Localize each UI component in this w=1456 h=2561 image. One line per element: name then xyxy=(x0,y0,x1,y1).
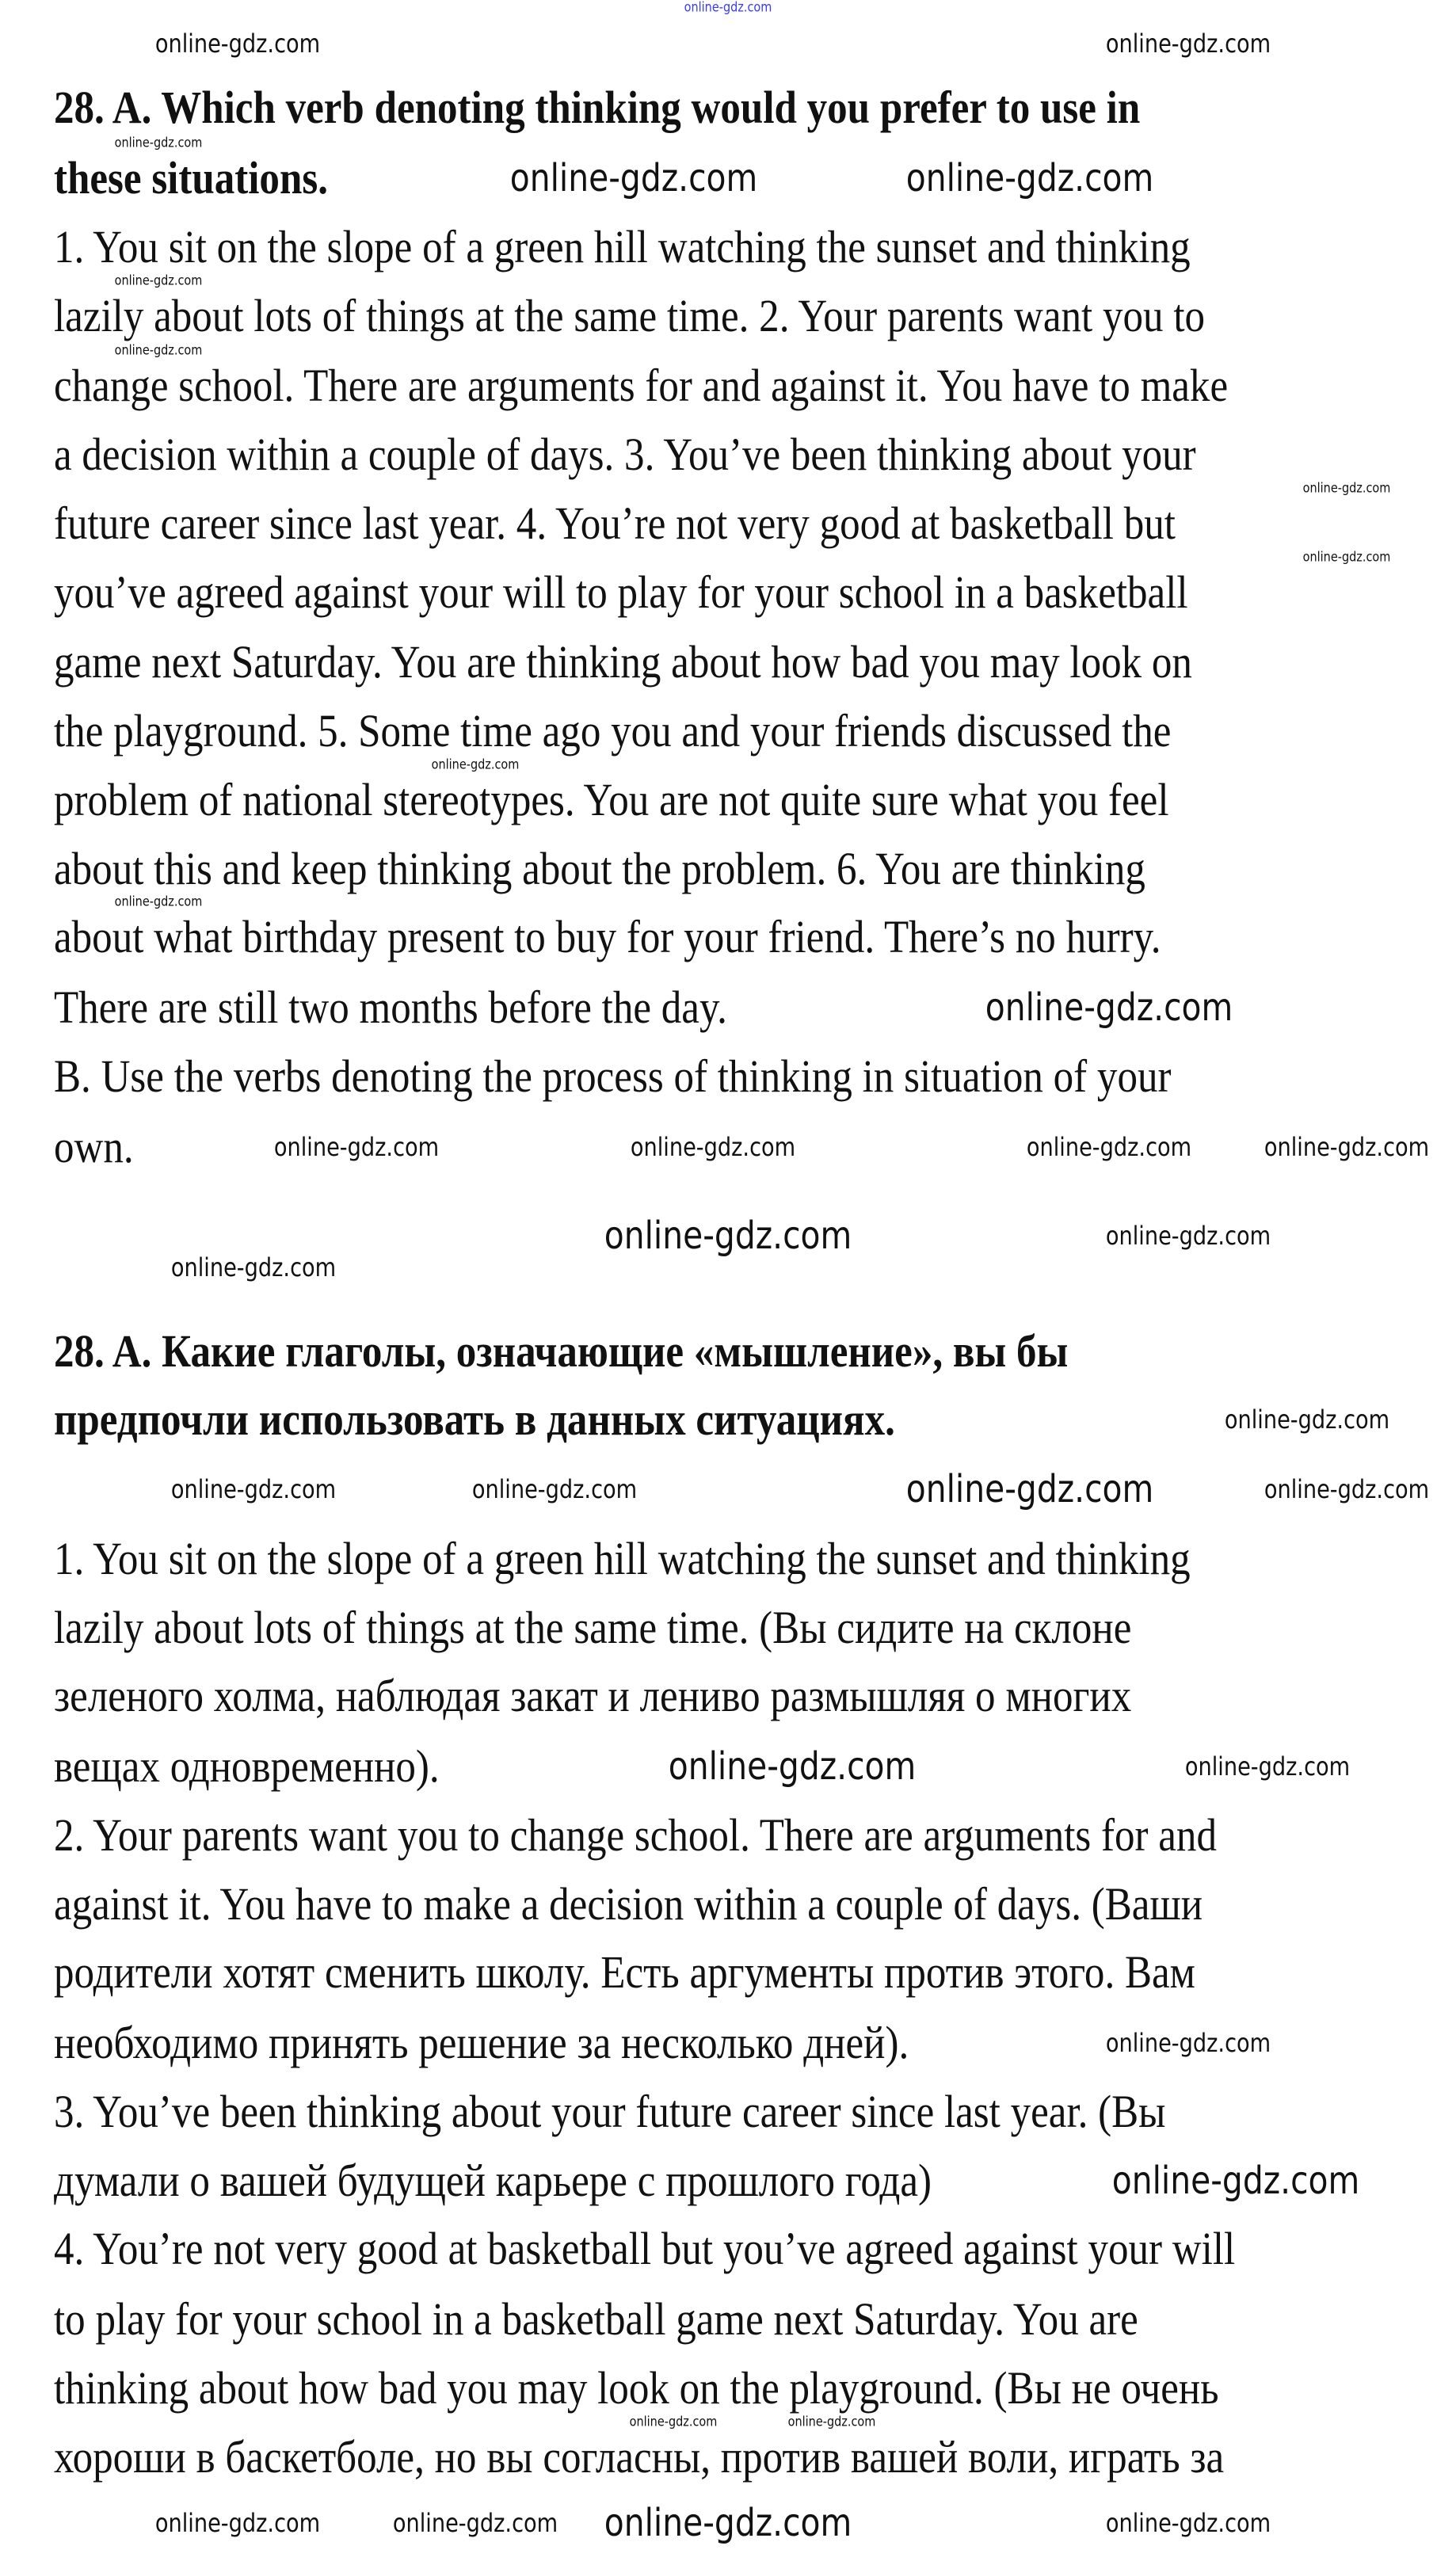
watermark: online-gdz.com xyxy=(392,2508,558,2538)
text-line-en: lazily about lots of things at the same time. 2. Your parents want you to xyxy=(54,290,1206,341)
watermark: online-gdz.com xyxy=(1111,2159,1360,2203)
heading-ru-line: 28. A. Какие глаголы, означающие «мышление», вы бы xyxy=(54,1325,1069,1377)
text-line-ru: thinking about how bad you may look on the playground. (Вы не очень xyxy=(54,2362,1219,2414)
watermark: online-gdz.com xyxy=(630,1132,796,1162)
text-line-ru: against it. You have to make a decision within a couple of days. (Ваши xyxy=(54,1878,1203,1930)
text-line-en: 1. You sit on the slope of a green hill watching the sunset and thinking xyxy=(54,221,1191,272)
text-line-ru: необходимо принять решение за несколько дней). xyxy=(54,2017,909,2068)
watermark: online-gdz.com xyxy=(629,2414,718,2430)
watermark: online-gdz.com xyxy=(170,1252,337,1282)
text-line-en: about this and keep thinking about the problem. 6. You are thinking xyxy=(54,843,1145,894)
text-line-en: about what birthday present to buy for your friend. There’s no hurry. xyxy=(54,911,1161,962)
text-line-ru: 2. Your parents want you to change school. There are arguments for and xyxy=(54,1809,1217,1861)
text-line-ru: 3. You’ve been thinking about your future career since last year. (Вы xyxy=(54,2086,1166,2137)
watermark: online-gdz.com xyxy=(1105,1221,1271,1251)
watermark: online-gdz.com xyxy=(273,1132,440,1162)
watermark: online-gdz.com xyxy=(1026,1132,1192,1162)
watermark: online-gdz.com xyxy=(604,1214,852,1258)
watermark: online-gdz.com xyxy=(1184,1751,1351,1782)
text-line-ru: зеленого холма, наблюдая закат и лениво размышляя о многих xyxy=(54,1670,1132,1721)
heading-en-line: 28. A. Which verb denoting thinking would you prefer to use in xyxy=(54,82,1141,133)
watermark: online-gdz.com xyxy=(668,1744,917,1789)
heading-en-line: these situations. xyxy=(54,152,328,204)
watermark: online-gdz.com xyxy=(170,1474,337,1504)
watermark: online-gdz.com xyxy=(787,2414,876,2430)
text-line-en: B. Use the verbs denoting the process of thinking in situation of your xyxy=(54,1050,1172,1102)
watermark: online-gdz.com xyxy=(1264,1474,1430,1504)
watermark: online-gdz.com xyxy=(1302,549,1391,566)
watermark: online-gdz.com xyxy=(114,135,203,151)
text-line-ru: lazily about lots of things at the same time. (Вы сидите на склоне xyxy=(54,1602,1132,1653)
watermark: online-gdz.com xyxy=(1105,29,1271,59)
watermark: online-gdz.com xyxy=(684,0,772,16)
watermark: online-gdz.com xyxy=(604,2501,852,2545)
watermark: online-gdz.com xyxy=(1264,1132,1430,1162)
watermark: online-gdz.com xyxy=(985,985,1233,1030)
text-line-en: game next Saturday. You are thinking about how bad you may look on xyxy=(54,636,1192,688)
text-line-en: future career since last year. 4. You’re not very good at basketball but xyxy=(54,497,1176,549)
watermark: online-gdz.com xyxy=(509,156,758,200)
watermark: online-gdz.com xyxy=(905,1467,1154,1511)
watermark: online-gdz.com xyxy=(431,756,520,773)
text-line-en: There are still two months before the day. xyxy=(54,981,727,1033)
watermark: online-gdz.com xyxy=(154,2508,321,2538)
text-line-en: change school. There are arguments for and against it. You have to make xyxy=(54,360,1229,411)
text-line-ru: думали о вашей будущей карьере с прошлого года) xyxy=(54,2155,932,2206)
text-line-en: own. xyxy=(54,1121,134,1172)
watermark: online-gdz.com xyxy=(1224,1404,1390,1435)
text-line-en: problem of national stereotypes. You are not quite sure what you feel xyxy=(54,774,1169,825)
text-line-en: the playground. 5. Some time ago you and your friends discussed the xyxy=(54,705,1172,756)
text-line-ru: 1. You sit on the slope of a green hill watching the sunset and thinking xyxy=(54,1533,1191,1584)
watermark: online-gdz.com xyxy=(154,29,321,59)
watermark: online-gdz.com xyxy=(114,342,203,359)
watermark: online-gdz.com xyxy=(114,894,203,910)
heading-ru-line: предпочли использовать в данных ситуациях. xyxy=(54,1393,895,1445)
watermark: online-gdz.com xyxy=(905,156,1154,200)
text-line-ru: to play for your school in a basketball game next Saturday. You are xyxy=(54,2293,1138,2345)
text-line-ru: хороши в баскетболе, но вы согласны, против вашей воли, играть за xyxy=(54,2431,1225,2483)
text-line-ru: 4. You’re not very good at basketball but you’ve agreed against your will xyxy=(54,2223,1236,2274)
watermark: online-gdz.com xyxy=(114,272,203,289)
watermark: online-gdz.com xyxy=(1105,2508,1271,2538)
text-line-ru: родители хотят сменить школу. Есть аргументы против этого. Вам xyxy=(54,1946,1195,1998)
text-line-en: you’ve agreed against your will to play for your school in a basketball xyxy=(54,566,1188,618)
watermark: online-gdz.com xyxy=(1302,480,1391,497)
watermark: online-gdz.com xyxy=(1105,2028,1271,2058)
watermark: online-gdz.com xyxy=(471,1474,638,1504)
text-line-en: a decision within a couple of days. 3. You’ve been thinking about your xyxy=(54,429,1196,480)
text-line-ru: вещах одновременно). xyxy=(54,1740,440,1792)
